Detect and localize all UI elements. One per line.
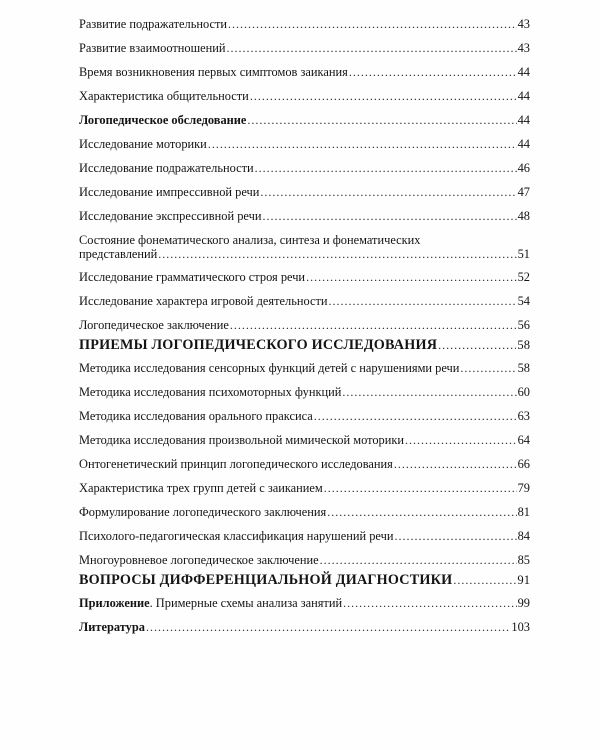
toc-entry-title: Развитие подражательности (79, 17, 228, 31)
toc-entry-page: 63 (517, 409, 530, 423)
toc-entry-page: 85 (517, 553, 530, 567)
toc-entry (79, 385, 530, 399)
toc-entry-page: 103 (511, 620, 530, 634)
toc-leader-dots (343, 596, 517, 610)
toc-entry-title: Формулирование логопедического заключения (79, 505, 327, 519)
toc-entry-title: Методика исследования сенсорных функций детей с нарушениями речи (79, 361, 460, 375)
toc-entry-page: 81 (517, 505, 530, 519)
toc-entry-page: 58 (517, 361, 530, 375)
toc-leader-dots (227, 41, 517, 55)
toc-entry-title: Литература (79, 620, 145, 634)
toc-entry-page: 79 (517, 481, 530, 495)
toc-leader-dots (438, 338, 516, 352)
toc-entry-title: Методика исследования психомоторных функций (79, 385, 342, 399)
toc-leader-dots (247, 113, 516, 127)
toc-entry-title: ВОПРОСЫ ДИФФЕРЕНЦИАЛЬНОЙ ДИАГНОСТИКИ (79, 572, 453, 588)
toc-leader-dots (158, 247, 516, 261)
toc-entry-title: Исследование экспрессивной речи (79, 209, 262, 223)
toc-entry-title: Исследование импрессивной речи (79, 185, 260, 199)
toc-entry-page: 52 (517, 270, 530, 284)
toc-entry-title-strong: Приложение (79, 596, 150, 610)
toc-leader-dots (250, 89, 517, 103)
toc-entry (79, 209, 530, 223)
toc-leader-dots (230, 318, 517, 332)
toc-leader-dots (255, 161, 517, 175)
toc-entry-page: 43 (517, 17, 530, 31)
toc-entry (79, 318, 530, 332)
toc-entry-page: 44 (517, 65, 530, 79)
toc-leader-dots (146, 620, 510, 634)
toc-entry-page: 84 (517, 529, 530, 543)
toc-entry-title: Исследование характера игровой деятельности (79, 294, 328, 308)
toc-entry-title: Логопедическое обследование (79, 113, 247, 127)
toc-entry-page: 64 (517, 433, 530, 447)
toc-entry-page: 47 (517, 185, 530, 199)
table-of-contents (79, 17, 530, 634)
toc-entry-title: Характеристика трех групп детей с заиканием (79, 481, 323, 495)
toc-leader-dots (320, 553, 517, 567)
toc-entry-title: Психолого-педагогическая классификация нарушений речи (79, 529, 394, 543)
toc-entry (79, 89, 530, 103)
toc-entry-title: Многоуровневое логопедическое заключение (79, 553, 319, 567)
toc-entry-line2 (79, 247, 530, 261)
toc-entry (79, 620, 530, 634)
toc-entry-title: Исследование моторики (79, 137, 207, 151)
toc-leader-dots (260, 185, 516, 199)
toc-entry (79, 17, 530, 31)
toc-entry-page: 54 (517, 294, 530, 308)
toc-entry (79, 233, 530, 261)
toc-entry (79, 65, 530, 79)
toc-entry (79, 137, 530, 151)
toc-entry-title: Исследование подражательности (79, 161, 254, 175)
toc-leader-dots (394, 457, 517, 471)
toc-entry-page: 66 (517, 457, 530, 471)
toc-entry-page: 44 (517, 137, 530, 151)
toc-entry-title: Время возникновения первых симптомов заикания (79, 65, 348, 79)
toc-entry-title: Развитие взаимоотношений (79, 41, 226, 55)
toc-leader-dots (228, 17, 517, 31)
toc-leader-dots (314, 409, 517, 423)
toc-entry (79, 185, 530, 199)
toc-leader-dots (453, 573, 516, 587)
toc-entry-page: 58 (517, 338, 530, 352)
toc-entry-page: 46 (517, 161, 530, 175)
toc-section-heading (79, 338, 530, 352)
toc-leader-dots (327, 505, 516, 519)
toc-entry-title: Методика исследования орального праксиса (79, 409, 313, 423)
toc-entry-title-line1: Состояние фонематического анализа, синтеза и фонематических (79, 233, 421, 247)
toc-leader-dots (405, 433, 517, 447)
toc-entry-page: 99 (517, 596, 530, 610)
toc-entry (79, 41, 530, 55)
toc-entry (79, 409, 530, 423)
toc-leader-dots (349, 65, 517, 79)
toc-entry-title: . Примерные схемы анализа занятий (149, 596, 343, 610)
toc-leader-dots (329, 294, 517, 308)
toc-section-heading (79, 573, 530, 587)
toc-entry (79, 553, 530, 567)
toc-entry-title: Онтогенетический принцип логопедического исследования (79, 457, 393, 471)
toc-entry (79, 294, 530, 308)
toc-entry-title: Характеристика общительности (79, 89, 249, 103)
toc-entry-title: Исследование грамматического строя речи (79, 270, 306, 284)
toc-entry-page: 44 (517, 113, 530, 127)
toc-entry (79, 113, 530, 127)
toc-entry (79, 529, 530, 543)
toc-entry (79, 433, 530, 447)
toc-entry (79, 596, 530, 610)
toc-entry-title-line2: представлений (79, 247, 158, 261)
toc-entry-title: Логопедическое заключение (79, 318, 229, 332)
toc-entry-page: 44 (517, 89, 530, 103)
toc-entry-page: 43 (517, 41, 530, 55)
toc-entry-page: 91 (517, 573, 530, 587)
toc-entry-page: 48 (517, 209, 530, 223)
toc-leader-dots (342, 385, 516, 399)
toc-entry (79, 361, 530, 375)
toc-leader-dots (306, 270, 517, 284)
toc-entry (79, 270, 530, 284)
toc-leader-dots (262, 209, 516, 223)
toc-entry (79, 481, 530, 495)
toc-entry (79, 457, 530, 471)
toc-leader-dots (394, 529, 516, 543)
toc-entry-page: 60 (517, 385, 530, 399)
toc-entry-title: Методика исследования произвольной мимической моторики (79, 433, 405, 447)
toc-entry-page: 56 (517, 318, 530, 332)
toc-entry-page: 51 (517, 247, 530, 261)
toc-entry-title: ПРИЕМЫ ЛОГОПЕДИЧЕСКОГО ИССЛЕДОВАНИЯ (79, 337, 438, 353)
toc-entry (79, 161, 530, 175)
toc-leader-dots (460, 361, 516, 375)
toc-leader-dots (208, 137, 517, 151)
toc-leader-dots (324, 481, 517, 495)
toc-entry (79, 505, 530, 519)
